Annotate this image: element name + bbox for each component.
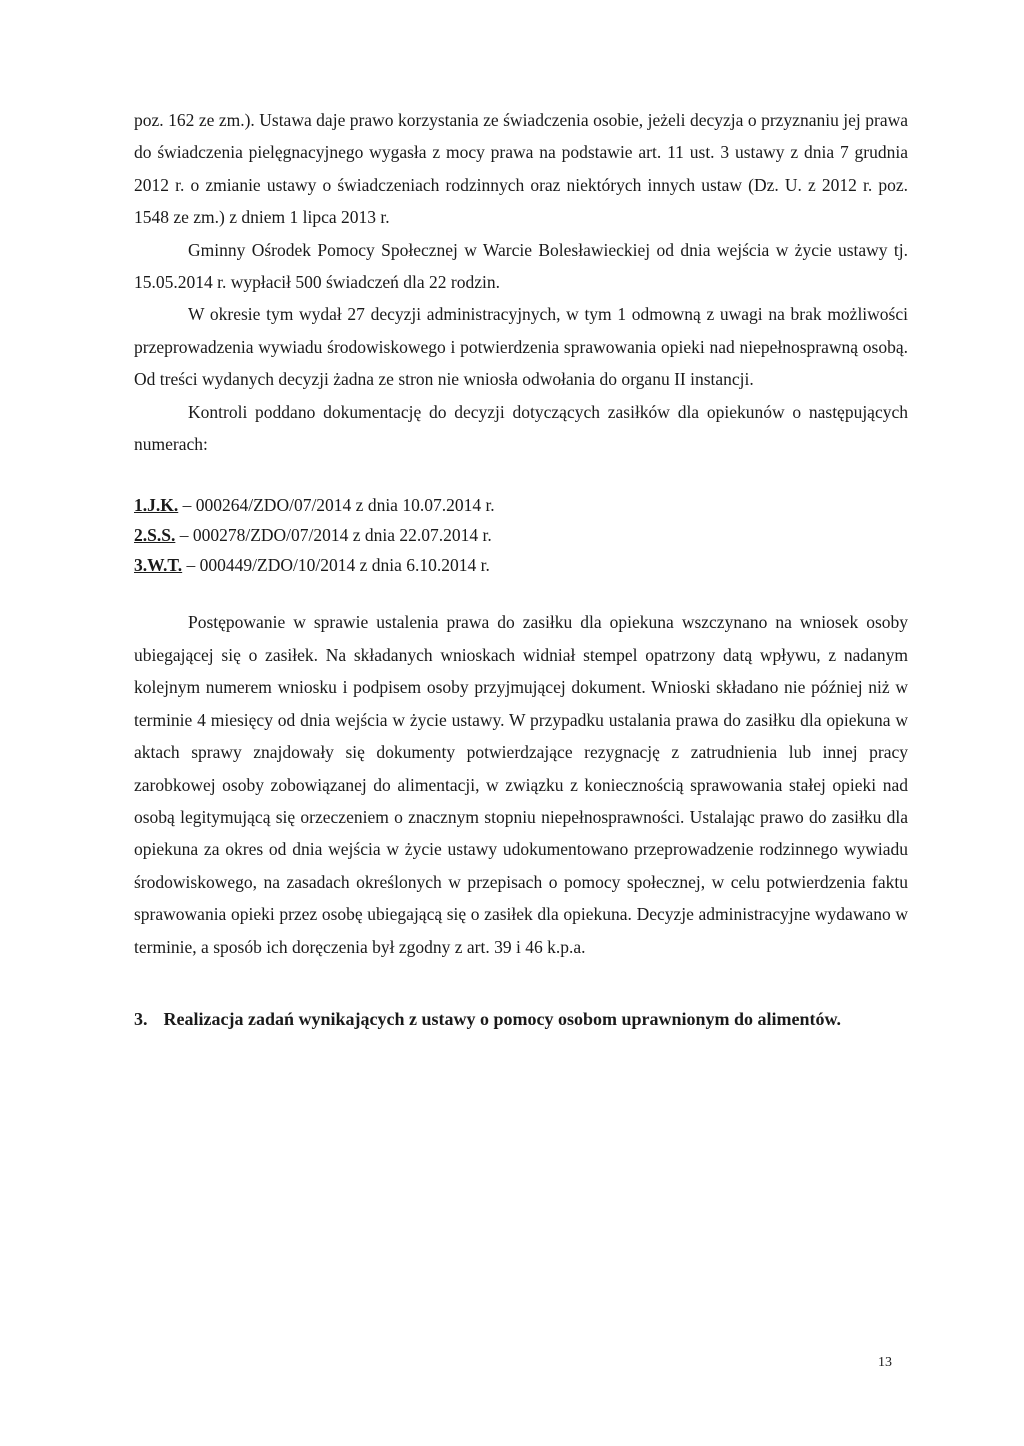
section-number: 3. [134, 1008, 148, 1029]
decision-label: 2.S.S. [134, 525, 176, 546]
paragraph-intro: poz. 162 ze zm.). Ustawa daje prawo korzystania ze świadczenia osobie, jeżeli decyzja o przyznaniu jej prawa do świadczenia pielęgnacyjnego wygasła z mocy prawa na podstawie art. 11 ust. 3 ustawy z dnia 7 grudnia 2012 r. o zmianie ustawy o świadczeniach rodzinnych oraz niektórych innych ustaw (Dz. U. z 2012 r. poz. 1548 ze zm.) z dniem 1 lipca 2013 r. [134, 110, 908, 228]
page-number: 13 [878, 1355, 892, 1370]
decision-text: – 000264/ZDO/07/2014 z dnia 10.07.2014 r. [178, 495, 495, 516]
section-heading [134, 1003, 908, 1035]
decision-text: – 000449/ZDO/10/2014 z dnia 6.10.2014 r. [182, 555, 490, 576]
decision-item [134, 550, 908, 580]
document-page [134, 104, 908, 1035]
decision-item [134, 490, 908, 520]
section-title: Realizacja zadań wynikających z ustawy o pomocy osobom uprawnionym do alimentów. [163, 1008, 842, 1029]
paragraph-procedure: Postępowanie w sprawie ustalenia prawa do zasiłku dla opiekuna wszczynano na wniosek osoby ubiegającej się o zasiłek. Na składanych wnioskach widniał stempel opatrzony datą wpływu, z nadanym kolejnym numerem wniosku i podpisem osoby przyjmującej dokument. Wnioski składano nie później niż w terminie 4 miesięcy od dnia wejścia w życie ustawy. W przypadku ustalania prawa do zasiłku dla opiekuna w aktach sprawy znajdowały się dokumenty potwierdzające rezygnację z zatrudnienia lub innej pracy zarobkowej osoby zobowiązanej do alimentacji, w związku z koniecznością sprawowania stałej opieki nad osobą legitymującą się orzeczeniem o znacznym stopniu niepełnosprawności. Ustalając prawo do zasiłku dla opiekuna za okres od dnia wejścia w życie ustawy udokumentowano przeprowadzenie rodzinnego wywiadu środowiskowego, na zasadach określonych w przepisach o pomocy społecznej, w celu potwierdzenia faktu sprawowania opieki przez osobę ubiegającą się o zasiłek dla opiekuna. Decyzje administracyjne wydawano w terminie, a sposób ich doręczenia był zgodny z art. 39 i 46 k.p.a. [134, 612, 908, 957]
decision-list [134, 490, 908, 580]
decision-item [134, 520, 908, 550]
paragraph-gops-payments: Gminny Ośrodek Pomocy Społecznej w Warcie Bolesławieckiej od dnia wejścia w życie ustawy tj. 15.05.2014 r. wypłacił 500 świadczeń dla 22 rodzin. [134, 239, 908, 293]
decision-text: – 000278/ZDO/07/2014 z dnia 22.07.2014 r. [175, 525, 492, 546]
decision-label: 3.W.T. [134, 555, 183, 576]
paragraph-decisions: W okresie tym wydał 27 decyzji administracyjnych, w tym 1 odmowną z uwagi na brak możliwości przeprowadzenia wywiadu środowiskowego i potwierdzenia sprawowania opieki nad niepełnosprawną osobą. Od treści wydanych decyzji żadna ze stron nie wniosła odwołania do organu II instancji. [134, 304, 908, 390]
paragraph-control-scope: Kontroli poddano dokumentację do decyzji dotyczących zasiłków dla opiekunów o następujących numerach: [134, 401, 908, 455]
decision-label: 1.J.K. [134, 495, 179, 516]
spacer [134, 580, 908, 606]
